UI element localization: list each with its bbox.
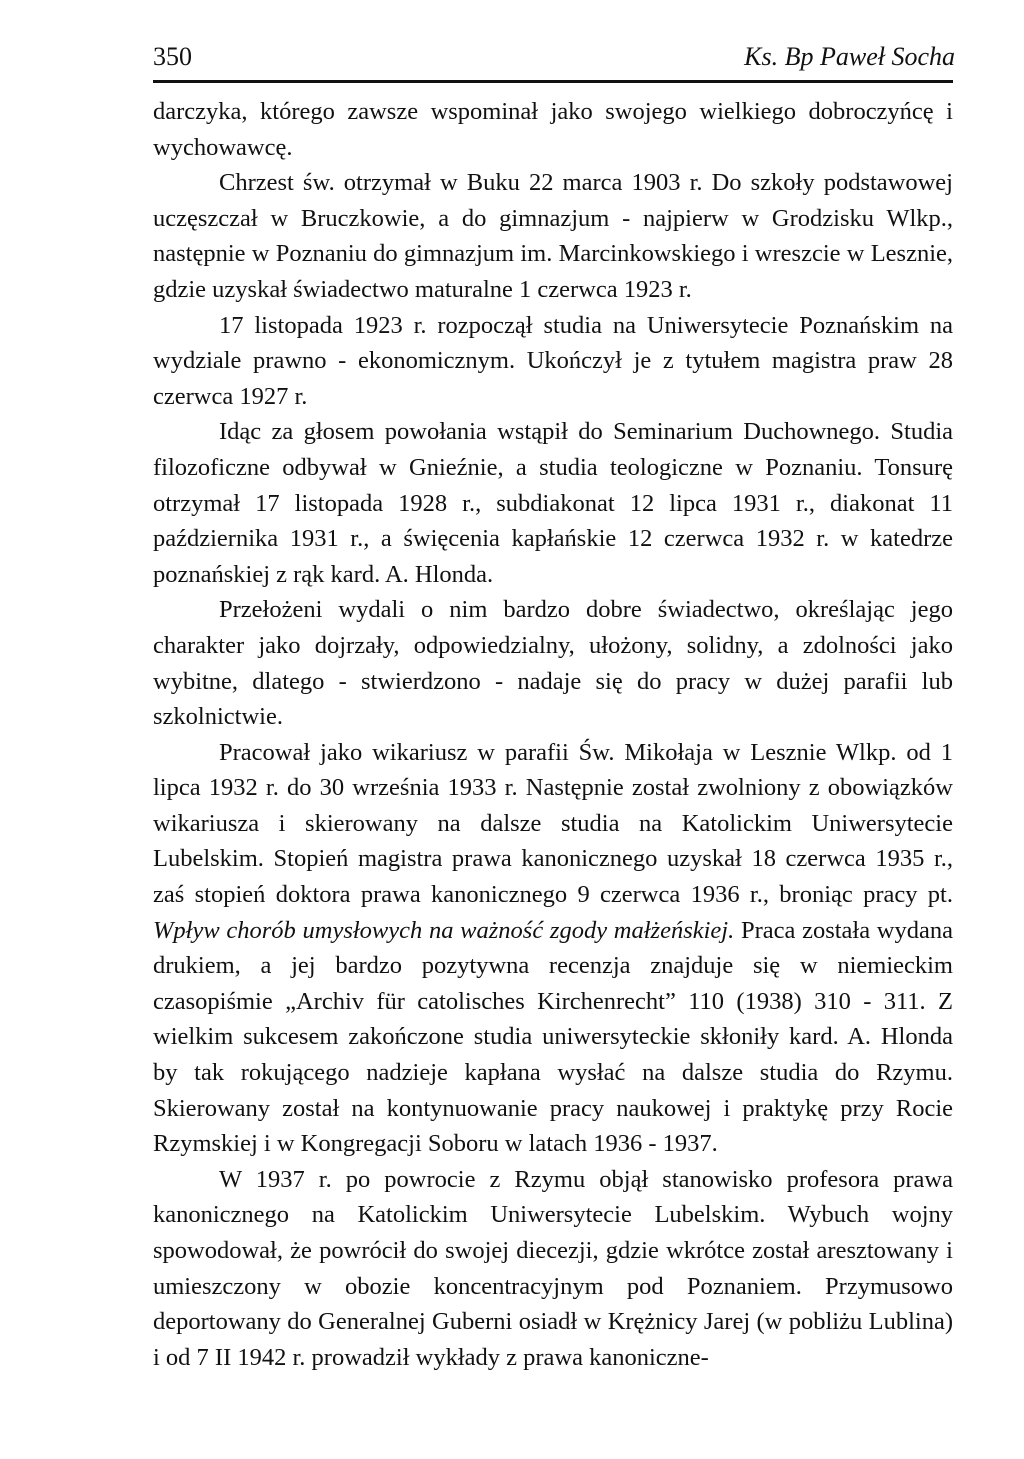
paragraph-2: Chrzest św. otrzymał w Buku 22 marca 1903 r. Do szkoły podstawowej uczęszczał w Bruczkowie, a do gimnazjum - najpierw w Grodzisku Wlkp., następnie w Poznaniu do gimnazjum im. Marcinkowskiego i wreszcie w Lesznie, gdzie uzyskał świadectwo maturalne 1 czerwca 1923 r. bbox=[153, 169, 953, 303]
paragraph-4: Idąc za głosem powołania wstąpił do Seminarium Duchownego. Studia filozoficzne odbywał w Gnieźnie, a studia teologiczne w Poznaniu. Tonsurę otrzymał 17 listopada 1928 r., subdiakonat 12 lipca 1931 r., diakonat 11 października 1931 r., a święcenia kapłańskie 12 czerwca 1932 r. w katedrze poznańskiej z rąk kard. A. Hlonda. bbox=[153, 418, 953, 588]
paragraph-1: darczyka, którego zawsze wspominał jako swojego wielkiego dobroczyńcę i wychowawcę. bbox=[153, 98, 953, 161]
paragraph-6-after: Praca została wydana drukiem, a jej bardzo pozytywna recenzja znajduje się w niemieckim czasopiśmie „Archiv für catolisches Kirchenrecht” 110 (1938) 310 - 311. Z wielkim sukcesem zakończone studia uniwersyteckie skłoniły kard. A. Hlonda by tak rokującego nadzieje kapłana wysłać na dalsze studia do Rzymu. Skierowany został na kontynuowanie pracy naukowej i praktykę przy Rocie Rzymskiej i w Kongregacji Soboru w latach 1936 - 1937. bbox=[153, 916, 953, 1158]
running-head: Ks. Bp Paweł Socha bbox=[744, 42, 955, 71]
paragraph-5: Przełożeni wydali o nim bardzo dobre świadectwo, określając jego charakter jako dojrzały, odpowiedzialny, ułożony, solidny, a zdolności jako wybitne, dlatego - stwierdzono - nadaje się do pracy w dużej parafii lub szkolnictwie. bbox=[153, 596, 953, 731]
paragraph-6-before: Pracował jako wikariusz w parafii Św. Mikołaja w Lesznie Wlkp. od 1 lipca 1932 r. do 30 września 1933 r. Następnie został zwolniony z obowiązków wikariusza i skierowany na dalsze studia na Katolickim Uniwersytecie Lubelskim. Stopień magistra prawa kanonicznego uzyskał 18 czerwca 1935 r., zaś stopień doktora prawa kanonicznego 9 czerwca 1936 r., broniąc pracy pt. bbox=[153, 738, 953, 909]
page-header bbox=[153, 40, 955, 80]
paragraph-6 bbox=[153, 735, 953, 1162]
paragraph-7: W 1937 r. po powrocie z Rzymu objął stanowisko profesora prawa kanonicznego na Katolickim Uniwersytecie Lubelskim. Wybuch wojny spowodował, że powrócił do swojej diecezji, gdzie wkrótce został aresztowany i umieszczony w obozie koncentracyjnym pod Poznaniem. Przymusowo deportowany do Generalnej Guberni osiadł w Krężnicy Jarej (w pobliżu Lublina) i od 7 II 1942 r. prowadził wykłady z prawa kanoniczne- bbox=[153, 1165, 953, 1371]
paragraph-3: 17 listopada 1923 r. rozpoczął studia na Uniwersytecie Poznańskim na wydziale prawno - ekonomicznym. Ukończył je z tytułem magistra praw 28 czerwca 1927 r. bbox=[153, 311, 953, 410]
header-rule bbox=[153, 80, 953, 83]
body-text bbox=[153, 94, 953, 1375]
thesis-title: Wpływ chorób umysłowych na ważność zgody małżeńskiej. bbox=[153, 916, 735, 944]
page-number: 350 bbox=[153, 42, 192, 71]
